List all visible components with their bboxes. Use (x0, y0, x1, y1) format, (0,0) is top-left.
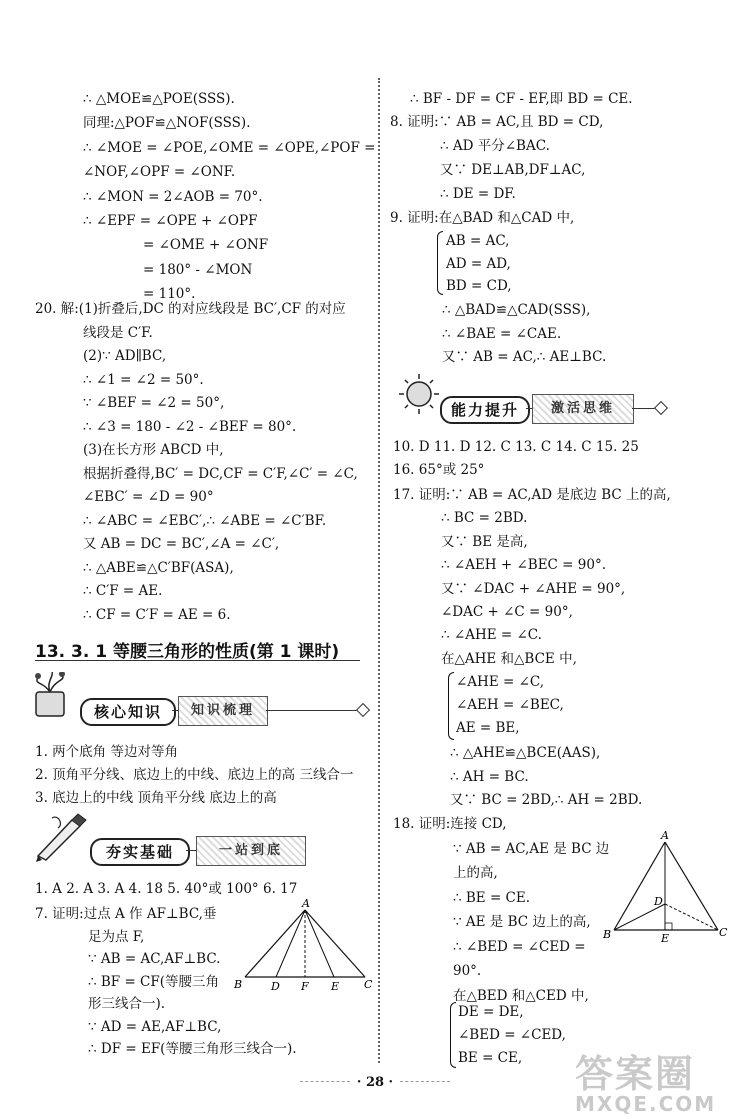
fig18-label-b: B (603, 928, 612, 941)
banner-ability (440, 388, 670, 428)
brace-line: ∠BED = ∠CED, (458, 1027, 566, 1043)
pen-pencil-icon (32, 812, 88, 862)
text-line: ∴ ∠ABC = ∠EBC′,∴ ∠ABE = ∠C′BF. (83, 512, 327, 529)
text-line: 又∵ BC = 2BD,∴ AH = 2BD. (450, 792, 643, 808)
text-line: 7. 证明:过点 A 作 AF⊥BC,垂 (35, 906, 217, 922)
text-line: ∴ BE = CE. (453, 889, 531, 906)
brace-line: BD = CD, (446, 278, 512, 294)
text-line: 在△AHE 和△BCE 中, (441, 650, 577, 667)
text-line: ∵ AD = AE,AF⊥BC, (88, 1018, 222, 1035)
fig18-label-a: A (661, 829, 669, 842)
text-line: = ∠OME + ∠ONF (143, 237, 269, 254)
text-line: 根据折叠得,BC′ = DC,CF = C′F,∠C′ = ∠C, (83, 465, 358, 482)
brace-line: BE = CE, (458, 1050, 523, 1066)
banner-basic-main: 夯实基础 (90, 838, 190, 866)
text-line: (3)在长方形 ABCD 中, (83, 442, 224, 458)
core-knowledge-item: 1. 两个底角 等边对等角 (35, 744, 178, 760)
text-line: ∠DAC + ∠C = 90°, (441, 604, 573, 620)
text-line: 又∵ AB = AC,∴ AE⊥BC. (442, 349, 607, 365)
text-line: 17. 证明:∵ AB = AC,AD 是底边 BC 上的高, (393, 487, 671, 503)
page-number: · 28 · (356, 1075, 394, 1090)
text-line: 在△BED 和△CED 中, (453, 987, 589, 1004)
text-line: ∴ C′F = AE. (83, 583, 163, 599)
brace-line: AE = BE, (456, 720, 520, 736)
text-line: 又∵ DE⊥AB,DF⊥AC, (440, 162, 586, 178)
diamond-icon (654, 401, 668, 415)
watermark-text: 答案圈 (575, 1052, 696, 1096)
brace-line: DE = DE, (458, 1004, 524, 1020)
fig18-label-d: D (654, 895, 663, 908)
text-line: ∴ ∠BED = ∠CED = (453, 938, 586, 955)
section-title: 13. 3. 1 等腰三角形的性质(第 1 课时) (35, 642, 340, 662)
watermark-logo (575, 1043, 740, 1116)
fig18-label-c: C (719, 926, 728, 939)
text-line: (2)∵ AD∥BC, (83, 348, 167, 364)
banner-rule (186, 850, 196, 851)
text-line: 8. 证明:∵ AB = AC,且 BD = CD, (390, 114, 604, 130)
text-line: = 110°. (143, 286, 196, 303)
figure-q7-triangle (230, 897, 375, 995)
text-line: ∵ ∠BEF = ∠2 = 50°, (83, 395, 225, 411)
text-line: ∴ CF = C′F = AE = 6. (83, 606, 231, 623)
text-line: ∴ ∠AHE = ∠C. (441, 627, 542, 644)
text-line: 20. 解:(1)折叠后,DC 的对应线段是 BC′,CF 的对应 (35, 301, 346, 317)
banner-core-sub: 知识梳理 (178, 696, 268, 726)
text-line: ∴ ∠BAE = ∠CAE. (442, 325, 562, 342)
text-line: = 180° - ∠MON (143, 261, 253, 278)
text-line: 9. 证明:在△BAD 和△CAD 中, (390, 210, 575, 226)
text-line: ∴ DF = EF(等腰三角形三线合一). (88, 1041, 297, 1057)
title-rule (35, 660, 360, 661)
banner-rule (266, 710, 362, 711)
text-line: ∵ AB = AC,AF⊥BC. (88, 951, 221, 967)
brace-line: AD = AD, (446, 255, 511, 272)
text-line: ∴ ∠3 = 180 - ∠2 - ∠BEF = 80°. (83, 418, 297, 435)
page-ornament-left (300, 1081, 350, 1082)
fig7-label-e: E (331, 980, 340, 993)
text-line: ∵ AE 是 BC 边上的高, (453, 914, 591, 930)
fig7-label-c: C (364, 978, 373, 991)
basic-answers: 1. A 2. A 3. A 4. 18 5. 40°或 100° 6. 17 (35, 881, 298, 897)
text-line: ∴ △ABE≌△C′BF(ASA), (83, 559, 234, 576)
banner-core-main: 核心知识 (80, 698, 176, 726)
sun-globe-icon (395, 372, 443, 416)
banner-core-knowledge (80, 690, 370, 730)
answer-line: 10. D 11. D 12. C 13. C 14. C 15. 25 (393, 439, 639, 455)
banner-basic-sub: 一站到底 (196, 836, 306, 866)
text-line: 形三线合一). (88, 996, 166, 1012)
text-line: ∴ ∠MOE = ∠POE,∠OME = ∠OPE,∠POF = (83, 139, 376, 156)
brace-line: AB = AC, (446, 233, 510, 249)
text-line: 90°. (453, 963, 482, 979)
text-line: 上的高, (453, 865, 498, 881)
text-line: ∴ △MOE≌△POE(SSS). (83, 91, 235, 107)
right-top-line: ∴ BF - DF = CF - EF,即 BD = CE. (410, 91, 633, 107)
text-line: ∴ △BAD≌△CAD(SSS), (442, 302, 591, 318)
text-line: 足为点 F, (88, 928, 145, 945)
figure-q18-triangle (600, 829, 735, 945)
text-line: ∴ BC = 2BD. (441, 510, 528, 527)
core-knowledge-item: 2. 顶角平分线、底边上的中线、底边上的高 三线合一 (35, 767, 354, 783)
fig7-label-b: B (234, 978, 243, 991)
text-line: ∠EBC′ = ∠D = 90° (83, 489, 214, 505)
text-line: 18. 证明:连接 CD, (393, 816, 507, 832)
book-plant-icon (32, 672, 84, 720)
brace (448, 672, 454, 740)
text-line: ∴ BF = CF(等腰三角 (88, 973, 220, 990)
text-line: ∠NOF,∠OPF = ∠ONF. (83, 164, 236, 181)
banner-ability-main: 能力提升 (440, 396, 530, 424)
fig7-label-d: D (271, 980, 280, 993)
watermark-url: MXQE.COM (575, 1092, 717, 1116)
text-line: ∵ AB = AC,AE 是 BC 边 (453, 840, 610, 857)
text-line: 又∵ ∠DAC + ∠AHE = 90°, (441, 580, 626, 597)
text-line: 线段是 C′F. (83, 324, 153, 341)
text-line: ∴ AH = BC. (450, 768, 529, 785)
fig7-label-a: A (302, 897, 310, 910)
brace-line: ∠AHE = ∠C, (456, 674, 545, 690)
text-line: 又 AB = DC = BC′,∠A = ∠C′, (83, 536, 280, 552)
fig18-label-e: E (661, 932, 670, 945)
text-line: 同理:△POF≌△NOF(SSS). (83, 115, 251, 132)
text-line: ∴ ∠MON = 2∠AOB = 70°. (83, 188, 263, 205)
text-line: ∴ DE = DF. (440, 186, 516, 202)
banner-basic (90, 830, 370, 870)
diamond-icon (356, 703, 370, 717)
text-line: ∴ AD 平分∠BAC. (440, 138, 550, 154)
page-ornament-right (400, 1081, 450, 1082)
core-knowledge-item: 3. 底边上的中线 顶角平分线 底边上的高 (35, 790, 277, 806)
fig7-label-f: F (301, 980, 309, 993)
text-line: ∴ ∠EPF = ∠OPE + ∠OPF (83, 213, 258, 229)
text-line: 又∵ BE 是高, (441, 533, 528, 550)
brace-line: ∠AEH = ∠BEC, (456, 697, 564, 713)
column-divider (378, 78, 380, 1063)
answer-line: 16. 65°或 25° (393, 462, 485, 478)
brace (437, 231, 443, 295)
banner-ability-sub: 激活思维 (532, 394, 634, 424)
text-line: ∴ ∠AEH + ∠BEC = 90°. (441, 557, 606, 574)
text-line: ∴ ∠1 = ∠2 = 50°. (83, 371, 204, 388)
brace (450, 1002, 456, 1068)
text-line: ∴ △AHE≌△BCE(AAS), (450, 745, 601, 761)
